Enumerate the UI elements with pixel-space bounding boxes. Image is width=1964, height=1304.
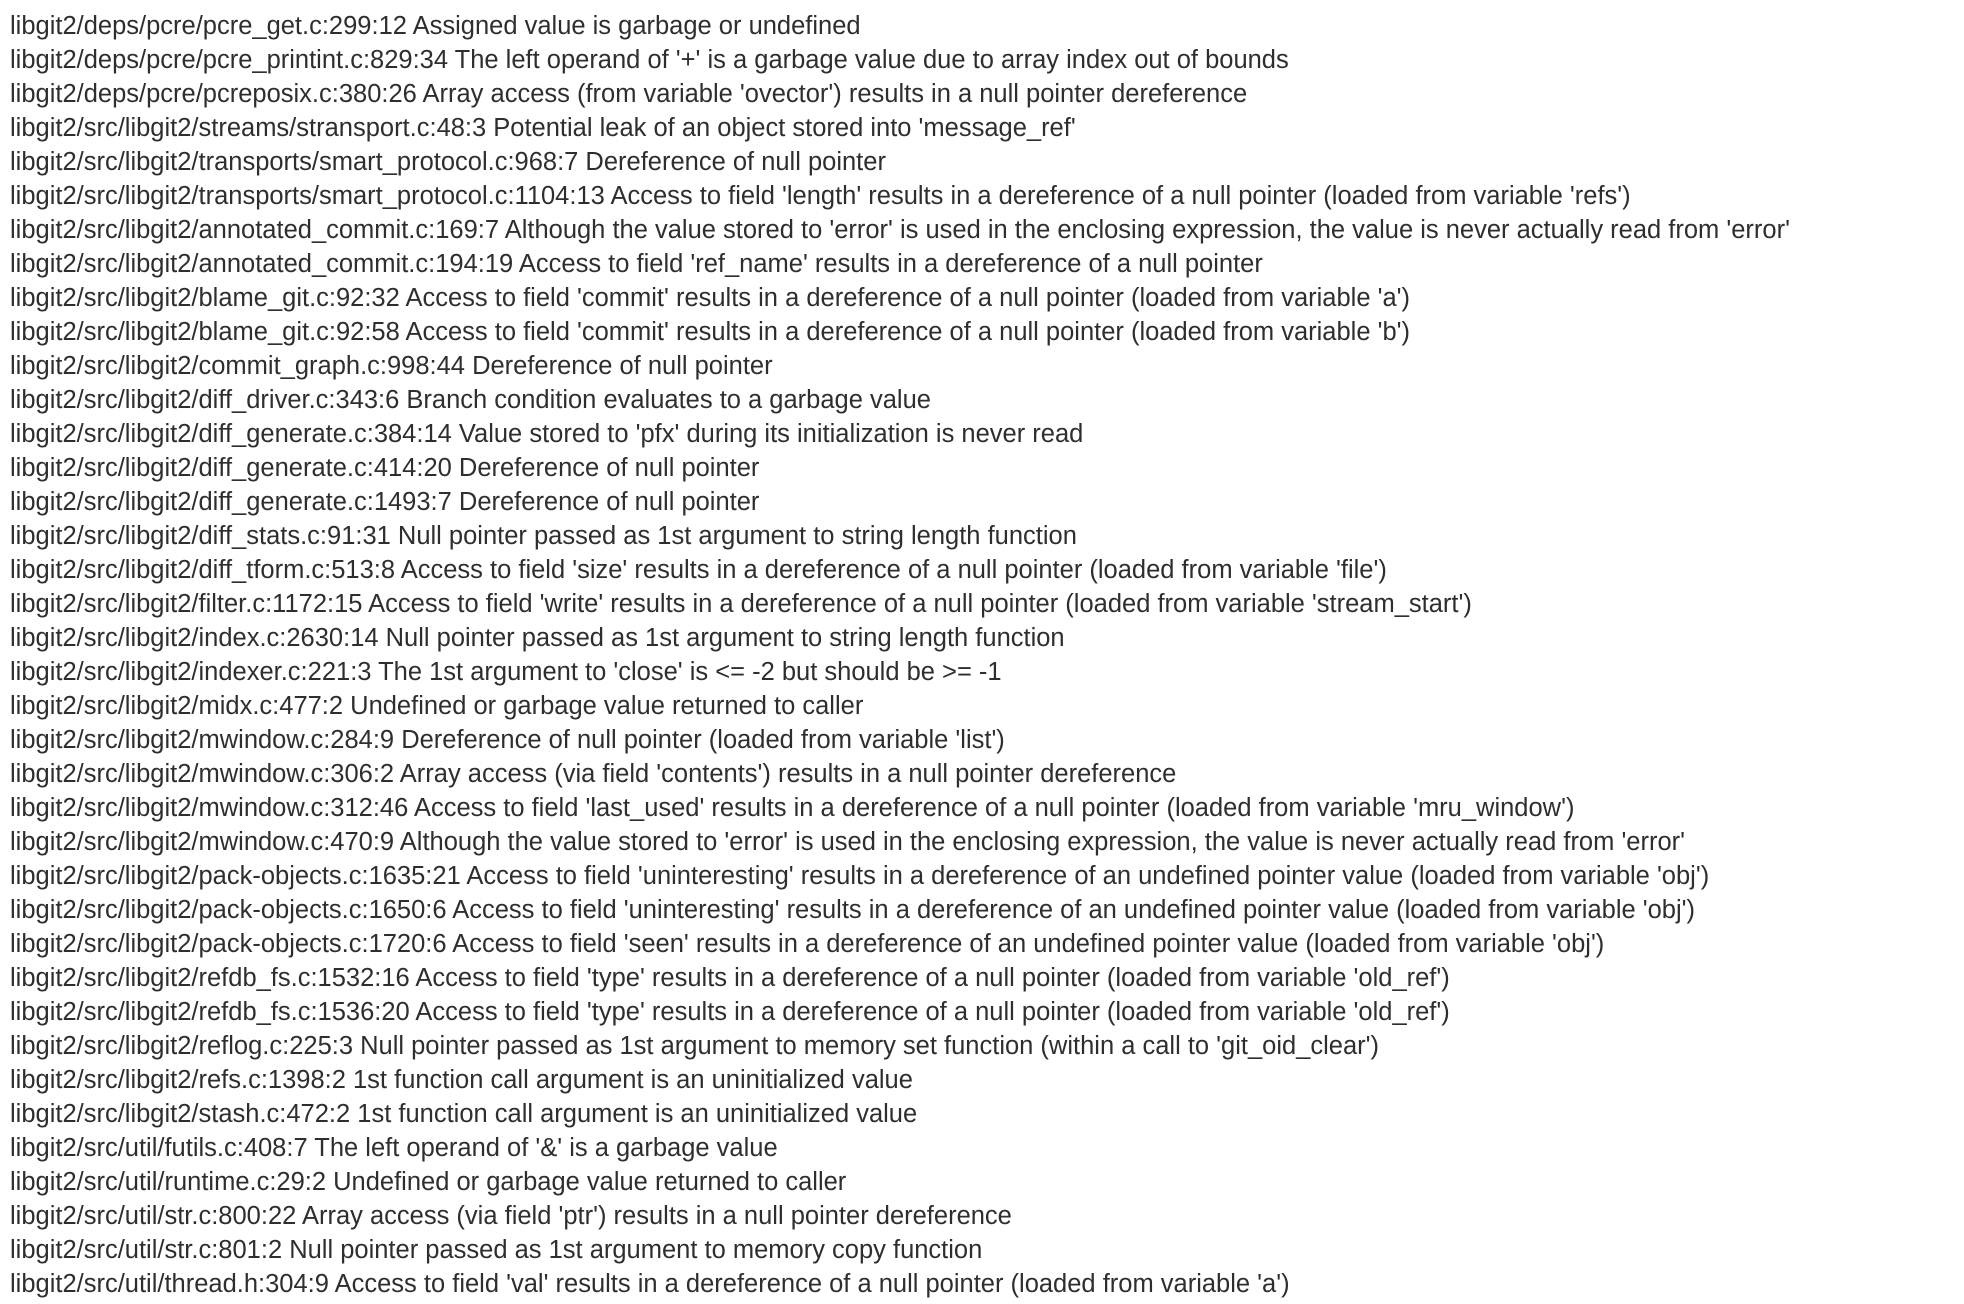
report-line: libgit2/src/libgit2/diff_generate.c:1493:7 Dereference of null pointer [10, 488, 760, 516]
report-line: libgit2/src/libgit2/refdb_fs.c:1536:20 Access to field 'type' results in a dereference of a null pointer (loaded from variable 'old_ref') [10, 998, 1450, 1026]
report-line: libgit2/deps/pcre/pcreposix.c:380:26 Array access (from variable 'ovector') results in a null pointer dereference [10, 80, 1248, 108]
report-line: libgit2/src/libgit2/diff_tform.c:513:8 Access to field 'size' results in a dereference of a null pointer (loaded from variable 'file') [10, 556, 1387, 584]
report-line: libgit2/src/libgit2/indexer.c:221:3 The 1st argument to 'close' is <= -2 but should be >= -1 [10, 658, 1002, 686]
report-line: libgit2/src/libgit2/pack-objects.c:1720:6 Access to field 'seen' results in a dereference of an undefined pointer value (loaded from variable 'obj') [10, 930, 1605, 958]
report-line: libgit2/src/libgit2/transports/smart_protocol.c:1104:13 Access to field 'length' results in a dereference of a null pointer (loaded from variable 'refs') [10, 182, 1631, 210]
report-line: libgit2/src/util/str.c:800:22 Array access (via field 'ptr') results in a null pointer dereference [10, 1202, 1012, 1230]
report-line: libgit2/src/libgit2/pack-objects.c:1635:21 Access to field 'uninteresting' results in a dereference of an undefined pointer value (loaded from variable 'obj') [10, 862, 1710, 890]
report-line: libgit2/src/libgit2/reflog.c:225:3 Null pointer passed as 1st argument to memory set function (within a call to 'git_oid_clear') [10, 1032, 1379, 1060]
report-line: libgit2/src/libgit2/blame_git.c:92:32 Access to field 'commit' results in a dereference of a null pointer (loaded from variable 'a') [10, 284, 1410, 312]
report-line: libgit2/deps/pcre/pcre_get.c:299:12 Assigned value is garbage or undefined [10, 12, 861, 40]
report-line: libgit2/src/libgit2/filter.c:1172:15 Access to field 'write' results in a dereference of a null pointer (loaded from variable 'stream_start') [10, 590, 1472, 618]
report-line: libgit2/src/libgit2/refdb_fs.c:1532:16 Access to field 'type' results in a dereference of a null pointer (loaded from variable 'old_ref') [10, 964, 1450, 992]
report-line: libgit2/src/util/futils.c:408:7 The left operand of '&' is a garbage value [10, 1134, 778, 1162]
report-line: libgit2/src/libgit2/mwindow.c:312:46 Access to field 'last_used' results in a dereference of a null pointer (loaded from variable 'mru_window') [10, 794, 1575, 822]
analyzer-report-list [10, 9, 1960, 1301]
report-line: libgit2/src/util/str.c:801:2 Null pointer passed as 1st argument to memory copy function [10, 1236, 983, 1264]
report-line: libgit2/src/util/runtime.c:29:2 Undefined or garbage value returned to caller [10, 1168, 847, 1196]
report-line: libgit2/src/libgit2/mwindow.c:470:9 Although the value stored to 'error' is used in the enclosing expression, the value is never actually read from 'error' [10, 828, 1686, 856]
report-line: libgit2/deps/pcre/pcre_printint.c:829:34 The left operand of '+' is a garbage value due to array index out of bounds [10, 46, 1289, 74]
report-line: libgit2/src/libgit2/annotated_commit.c:194:19 Access to field 'ref_name' results in a dereference of a null pointer [10, 250, 1263, 278]
report-line: libgit2/src/libgit2/diff_generate.c:414:20 Dereference of null pointer [10, 454, 760, 482]
report-line: libgit2/src/util/thread.h:304:9 Access to field 'val' results in a dereference of a null pointer (loaded from variable 'a') [10, 1270, 1290, 1298]
report-line: libgit2/src/libgit2/stash.c:472:2 1st function call argument is an uninitialized value [10, 1100, 918, 1128]
report-line: libgit2/src/libgit2/transports/smart_protocol.c:968:7 Dereference of null pointer [10, 148, 886, 176]
report-line: libgit2/src/libgit2/mwindow.c:306:2 Array access (via field 'contents') results in a null pointer dereference [10, 760, 1177, 788]
report-line: libgit2/src/libgit2/commit_graph.c:998:44 Dereference of null pointer [10, 352, 773, 380]
report-line: libgit2/src/libgit2/diff_stats.c:91:31 Null pointer passed as 1st argument to string length function [10, 522, 1077, 550]
report-line: libgit2/src/libgit2/refs.c:1398:2 1st function call argument is an uninitialized value [10, 1066, 913, 1094]
report-line: libgit2/src/libgit2/mwindow.c:284:9 Dereference of null pointer (loaded from variable 'list') [10, 726, 1005, 754]
report-line: libgit2/src/libgit2/streams/stransport.c:48:3 Potential leak of an object stored into 'message_ref' [10, 114, 1076, 142]
report-line: libgit2/src/libgit2/blame_git.c:92:58 Access to field 'commit' results in a dereference of a null pointer (loaded from variable 'b') [10, 318, 1410, 346]
report-line: libgit2/src/libgit2/annotated_commit.c:169:7 Although the value stored to 'error' is used in the enclosing expression, the value is never actually read from 'error' [10, 216, 1790, 244]
report-line: libgit2/src/libgit2/midx.c:477:2 Undefined or garbage value returned to caller [10, 692, 864, 720]
report-line: libgit2/src/libgit2/diff_driver.c:343:6 Branch condition evaluates to a garbage value [10, 386, 931, 414]
report-line: libgit2/src/libgit2/diff_generate.c:384:14 Value stored to 'pfx' during its initialization is never read [10, 420, 1084, 448]
report-line: libgit2/src/libgit2/index.c:2630:14 Null pointer passed as 1st argument to string length function [10, 624, 1065, 652]
report-line: libgit2/src/libgit2/pack-objects.c:1650:6 Access to field 'uninteresting' results in a dereference of an undefined pointer value (loaded from variable 'obj') [10, 896, 1696, 924]
